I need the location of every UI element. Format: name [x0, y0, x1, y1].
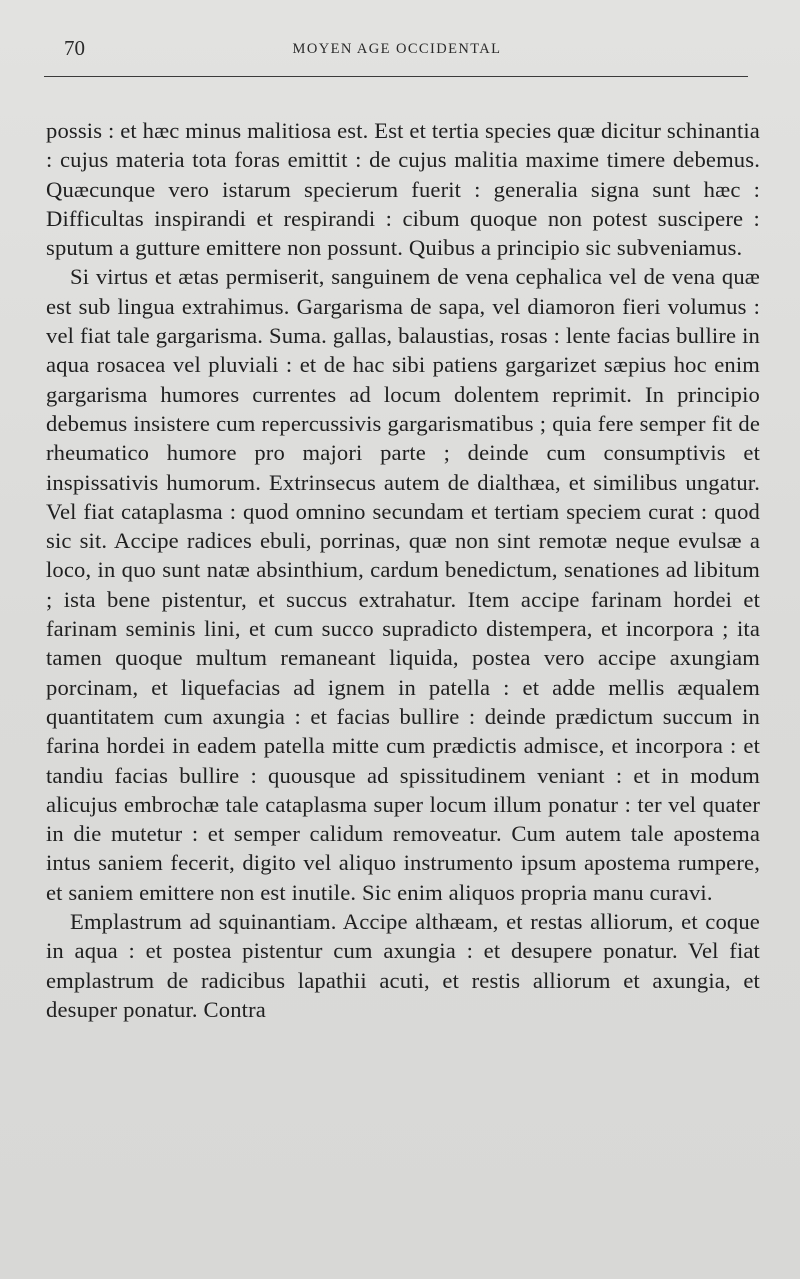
running-head: MOYEN AGE OCCIDENTAL — [292, 41, 502, 57]
body-text — [46, 116, 760, 1024]
page-header — [46, 34, 748, 64]
page-number: 70 — [64, 36, 85, 60]
paragraph-continued: possis : et hæc minus malitiosa est. Est et tertia species quæ dicitur schinantia : cujus materia tota foras emittit : de cujus malitia maxime timere debemus. Quæcunque vero istarum specierum fuerit : generalia signa sunt hæc : Difficultas inspirandi et respirandi : cibum quoque non potest suscipere : sputum a gutture emittere non possunt. Quibus a principio sic subveniamus. — [46, 118, 760, 261]
paragraph: Emplastrum ad squinantiam. Accipe althæam, et restas alliorum, et coque in aqua : et postea pistentur cum axungia : et desupere ponatur. Vel fiat emplastrum de radicibus lapathii acuti, et restis alliorum et axungia, et desuper ponatur. Contra — [46, 909, 760, 1022]
header-rule — [44, 76, 748, 77]
paragraph: Si virtus et ætas permiserit, sanguinem de vena cephalica vel de vena quæ est sub lingua extrahimus. Gargarisma de sapa, vel diamoron fieri volumus : vel fiat tale gargarisma. Suma. gallas, balaustias, rosas : lente facias bullire in aqua rosacea vel pluviali : et de hac sibi patiens gargarizet sæpius hoc enim gargarisma humores currentes ad locum dolentem reprimit. In principio debemus insistere cum repercussivis gargarismatibus ; quia fere semper fit de rheumatico humore pro majori parte ; deinde cum consumptivis et inspissativis humorum. Extrinsecus autem de dialthæa, et similibus ungatur. Vel fiat cataplasma : quod omnino secundam et tertiam speciem curat : quod sic sit. Accipe radices ebuli, porrinas, quæ non sint remotæ neque evulsæ a loco, in quo sunt natæ absinthium, cardum benedictum, senationes ad libitum ; ista bene pistentur, et succus extrahatur. Item accipe farinam hordei et farinam seminis lini, et cum succo supradicto distempera, et incorpora ; ita tamen quoque multum remaneant liquida, postea vero accipe axungiam porcinam, et liquefacias ad ignem in patella : et adde mellis æqualem quantitatem cum axungia : et facias bullire : deinde prædictum succum in farina hordei in eadem patella mitte cum prædictis admisce, et incorpora : et tandiu facias bullire : quousque ad spissitudinem veniant : et in modum alicujus embrochæ tale cataplasma super locum illum ponatur : ter vel quater in die mutetur : et semper calidum removeatur. Cum autem tale apostema intus saniem fecerit, digito vel aliquo instrumento ipsum apostema rumpere, et saniem emittere non est inutile. Sic enim aliquos propria manu curavi. — [46, 264, 760, 905]
